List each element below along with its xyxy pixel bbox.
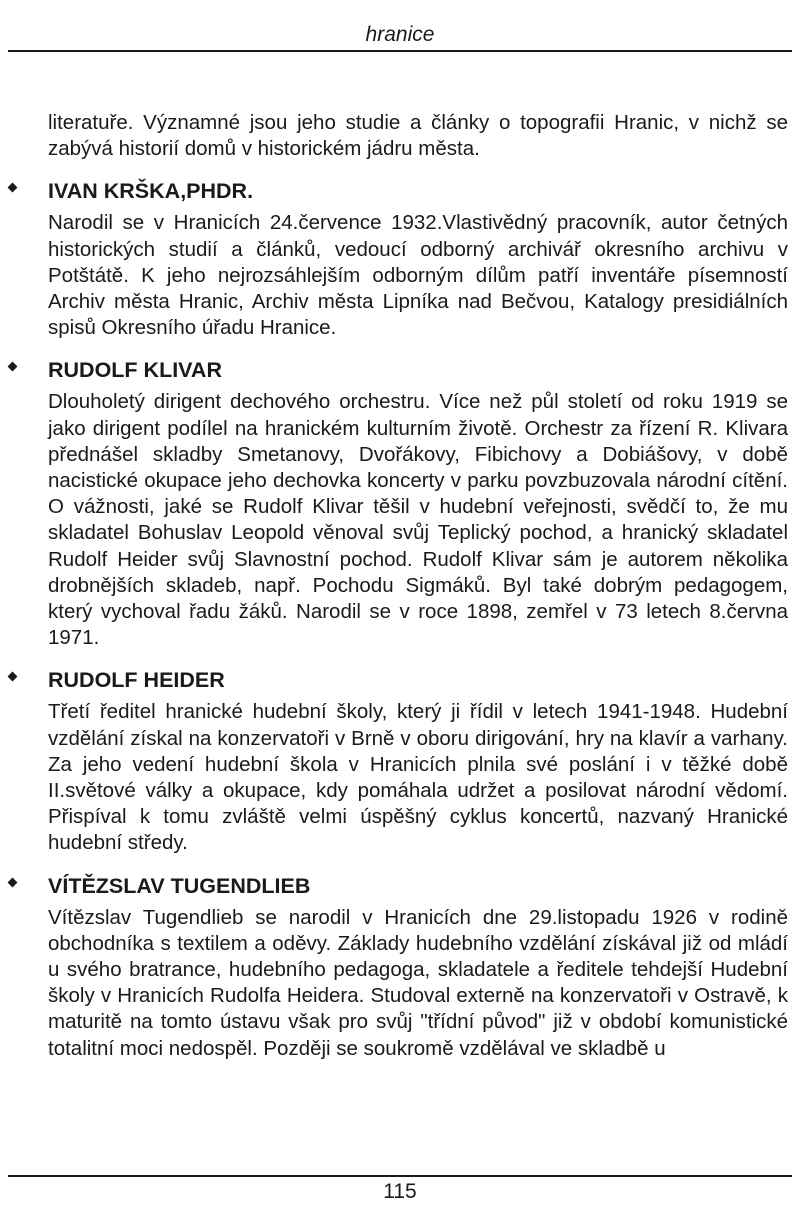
entry-paragraph: Třetí ředitel hranické hudební školy, který ji řídil v letech 1941-1948. Hudební vzdělání získal na konzervatoři v Brně v oboru dirigování, hry na klavír a varhany. Za jeho vedení hudební škola v Hranicích plnila své poslání i v těžké době II.světové války a okupace, kdy pomáhala udržet a posilovat národní vědomí. Přispíval k tomu zvláště velmi úspěšný cyklus koncertů, nazvaný Hranické hudební středy.	[48, 700, 788, 855]
page-content	[48, 110, 788, 1062]
diamond-bullet-icon	[8, 672, 18, 682]
entry-heading: RUDOLF HEIDER	[48, 668, 225, 693]
entry-heading: VÍTĚZSLAV TUGENDLIEB	[48, 873, 311, 898]
entry-heading: IVAN KRŠKA,PHDR.	[48, 179, 254, 204]
diamond-bullet-icon	[8, 362, 18, 372]
entry-paragraph: Vítězslav Tugendlieb se narodil v Hranicích dne 29.listopadu 1926 v rodině obchodníka s textilem a oděvy. Základy hudebního vzdělání získával již od mládí u svého bratrance, hudebního pedagoga, skladatele a ředitele tehdejší Hudební školy v Hranicích Rudolfa Heidera. Studoval externě na konzervatoři v Ostravě, k maturitě na tomto ústavu však pro svůj "třídní původ" již v období komunistické totalitní moci nedospěl. Později se soukromě vzdělával ve skladbě u	[48, 905, 788, 1060]
entry-rudolf-heider	[48, 665, 788, 856]
page-number: 115	[383, 1180, 417, 1203]
diamond-bullet-icon	[8, 877, 18, 887]
entry-heading-row	[48, 871, 788, 901]
header-rule	[8, 50, 792, 52]
running-header: hranice	[365, 23, 435, 46]
entry-paragraph: Dlouholetý dirigent dechového orchestru. Více než půl století od roku 1919 se jako dirigent podílel na hranickém kulturním životě. Orchestr za řízení R. Klivara přednášel skladby Smetanovy, Dvořákovy, Fibichovy a Dobiášovy, v době nacistické okupace jeho dechovka koncerty v parku povzbuzovala národní cítění. O vážnosti, jaké se Rudolf Klivar těšil v hudební veřejnosti, svědčí to, že mu skladatel Bohuslav Leopold věnoval svůj Teplický pochod, a hranický skladatel Rudolf Heider svůj Slavnostní pochod. Rudolf Klivar sám je autorem několika drobnějších skladeb, např. Pochodu Sigmáků. Byl také dobrým pedagogem, který vychoval řadu žáků. Narodil se v roce 1898, zemřel v 73 letech 8.června 1971.	[48, 390, 788, 650]
intro-paragraph: literatuře. Významné jsou jeho studie a články o topografii Hranic, v nichž se zabývá historií domů v historickém jádru města.	[48, 111, 788, 161]
entry-ivan-krska	[48, 176, 788, 341]
footer-rule	[8, 1175, 792, 1177]
entry-heading-row	[48, 355, 788, 385]
entry-heading: RUDOLF KLIVAR	[48, 358, 222, 383]
entry-vitezslav-tugendlieb	[48, 871, 788, 1062]
diamond-bullet-icon	[8, 183, 18, 193]
entry-heading-row	[48, 176, 788, 206]
entry-heading-row	[48, 665, 788, 695]
entry-rudolf-klivar	[48, 355, 788, 651]
entry-paragraph: Narodil se v Hranicích 24.července 1932.Vlastivědný pracovník, autor četných historických studií a článků, vedoucí odborný archivář okresního archivu v Potštátě. K jeho nejrozsáhlejším odborným dílům patří inventáře písemností Archiv města Hranic, Archiv města Lipníka nad Bečvou, Katalogy presidiálních spisů Okresního úřadu Hranice.	[48, 211, 788, 340]
